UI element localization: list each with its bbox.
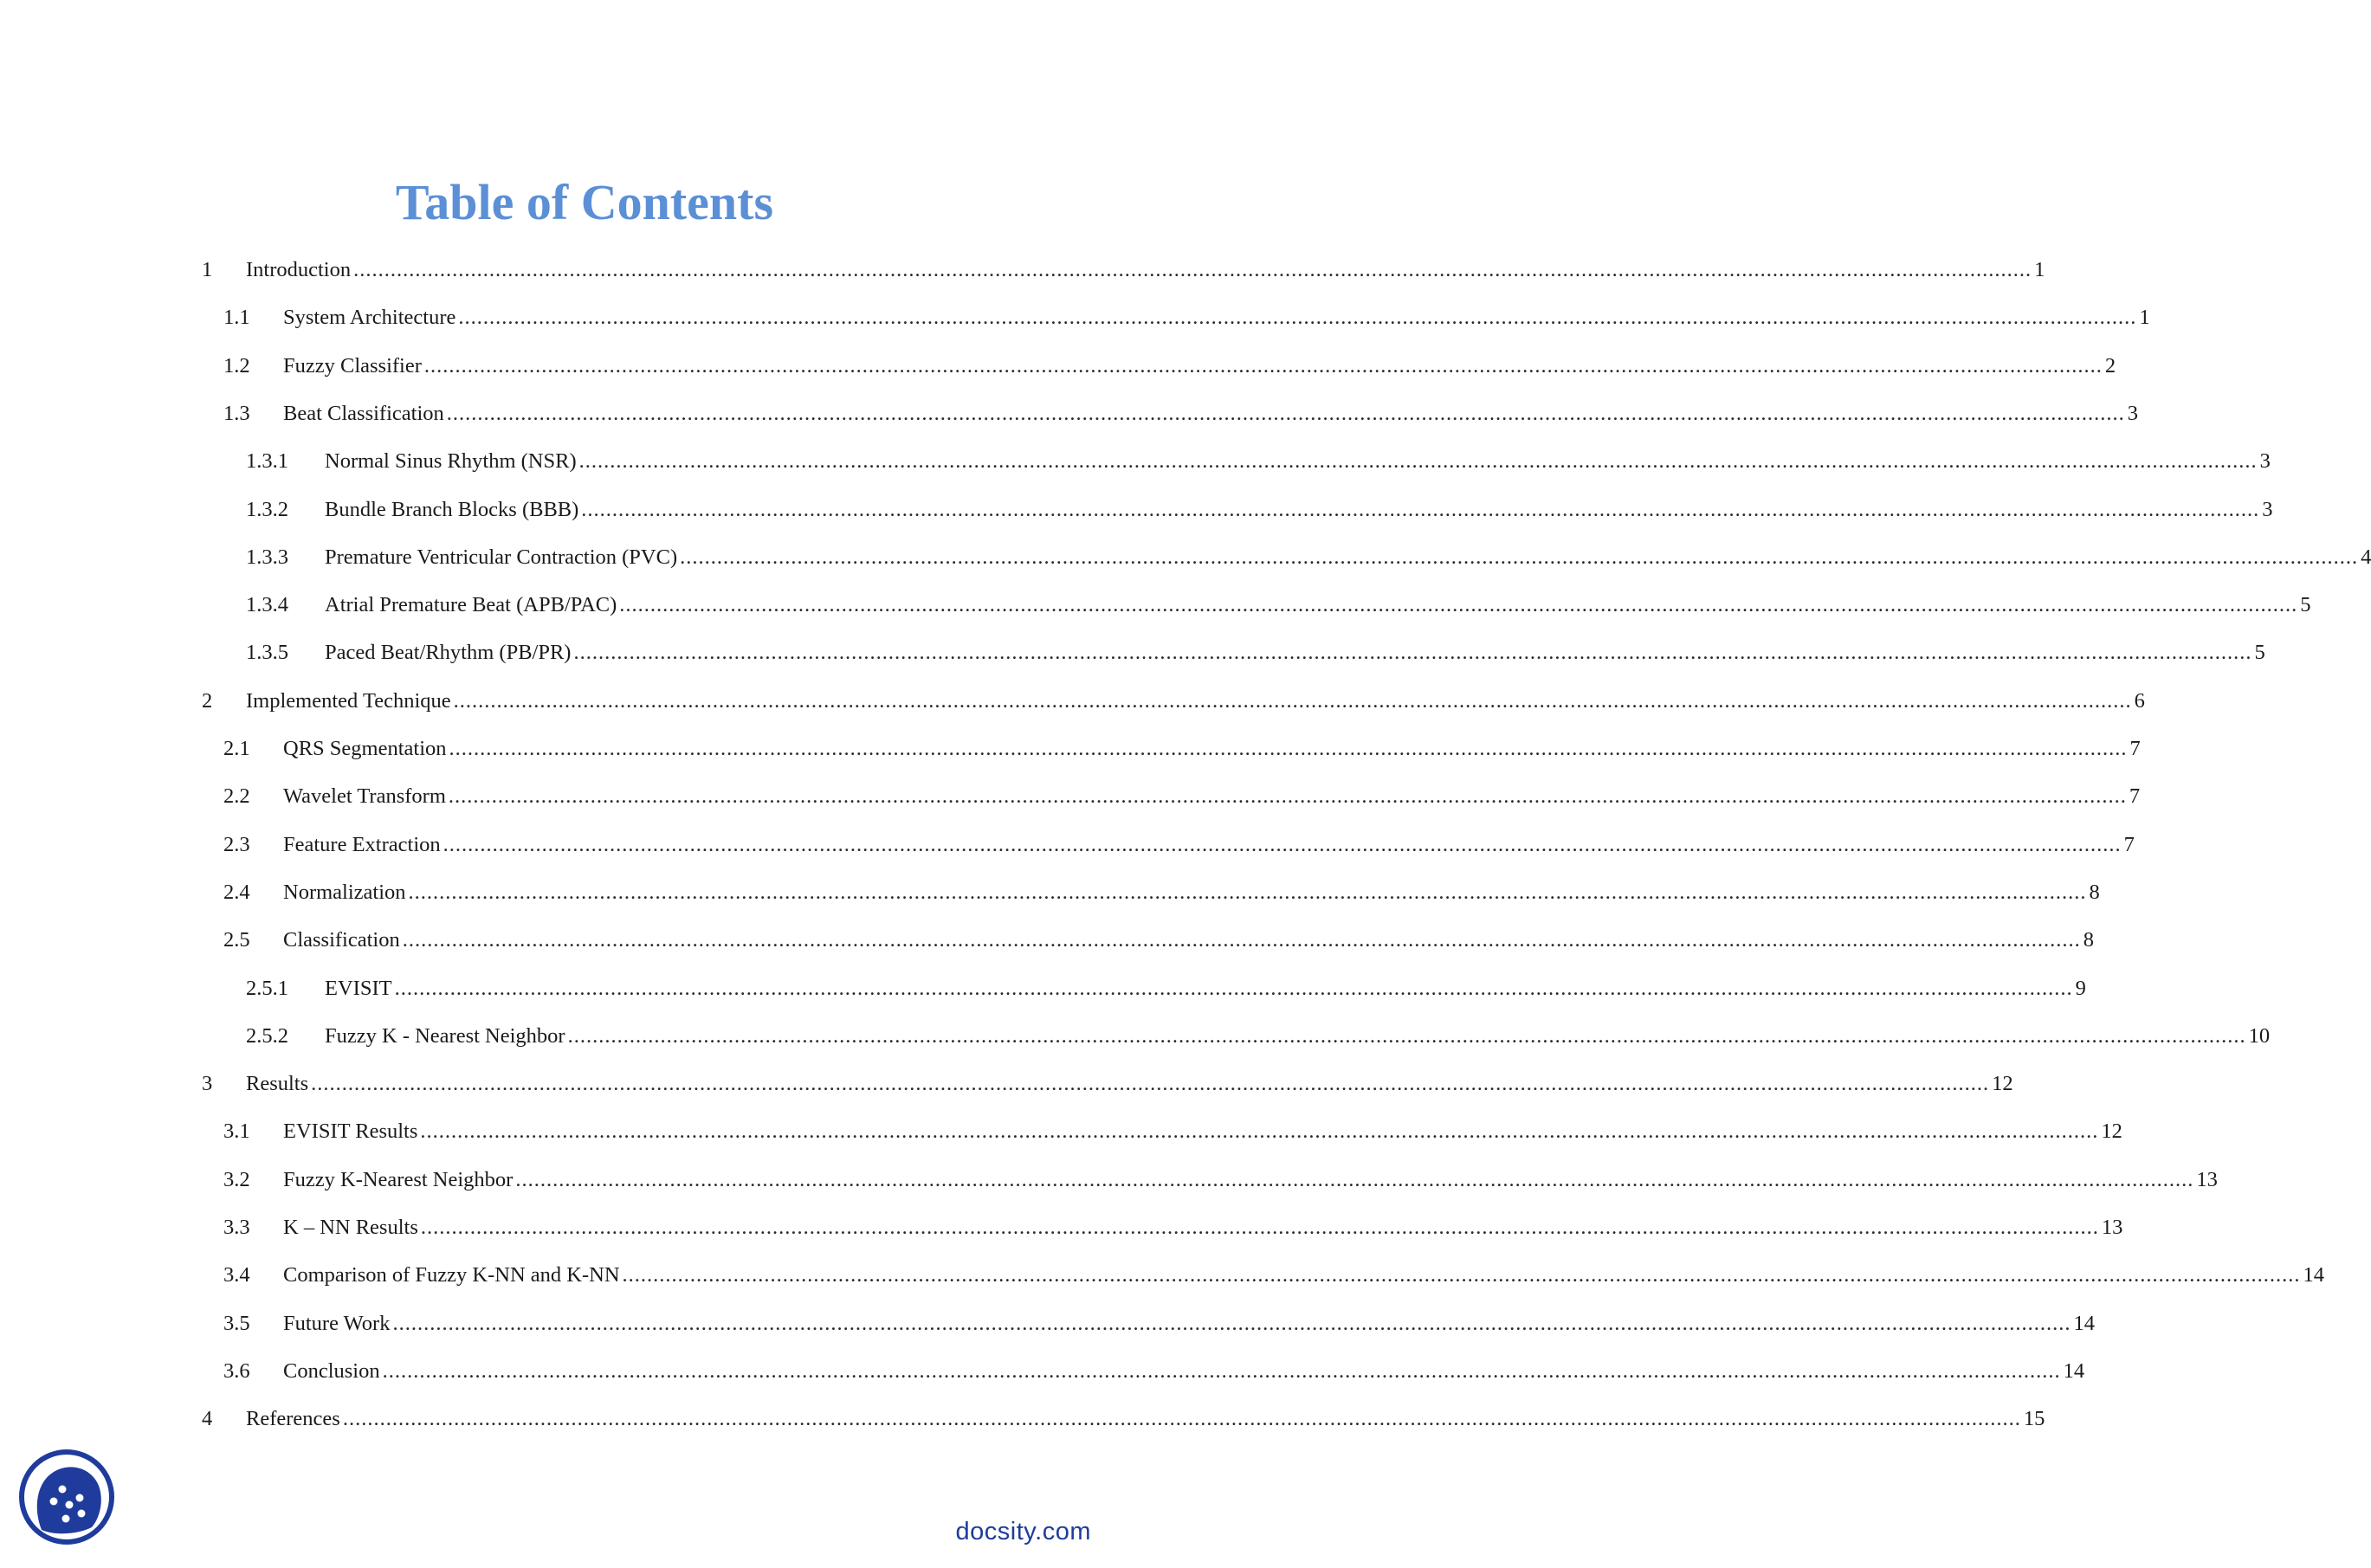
toc-entry-page: 14 [2063, 1358, 2085, 1383]
toc-entry-page: 13 [2101, 1216, 2123, 1239]
toc-leader-dots: ................................................................................................................................................................................................................................................................................ [458, 306, 2137, 330]
toc-leader-dots: ................................................................................................................................................................................................................................................................................ [680, 545, 2359, 569]
page-title: Table of Contents [395, 174, 774, 230]
toc-entry-page: 9 [2075, 976, 2086, 1000]
toc-entry-number: 2.5.1 [246, 976, 288, 1000]
toc-entry-label: Results [246, 1072, 309, 1096]
toc-entry-number: 1.3.4 [246, 593, 288, 617]
toc-entry-page: 1 [2139, 306, 2150, 330]
toc-entry-page: 6 [2134, 688, 2145, 713]
toc-leader-dots: ................................................................................................................................................................................................................................................................................ [449, 737, 2128, 760]
toc-entry-label: Future Work [283, 1311, 391, 1335]
toc-entry-label: QRS Segmentation [283, 737, 447, 760]
toc-entry-body [283, 398, 2138, 429]
toc-entry-number: 2.4 [223, 880, 250, 904]
toc-entry-number: 1.3.5 [246, 641, 288, 665]
toc-entry-page: 14 [2073, 1311, 2095, 1335]
toc-entry-number: 1.3.1 [246, 449, 288, 474]
toc-entry-page: 8 [2089, 880, 2100, 904]
toc-leader-dots: ................................................................................................................................................................................................................................................................................ [622, 1263, 2301, 1287]
toc-entry-page: 13 [2196, 1167, 2218, 1191]
docsity-logo-icon[interactable] [17, 1448, 117, 1547]
toc-entry-body [283, 1308, 2095, 1339]
toc-entry-page: 2 [2104, 353, 2116, 377]
toc-entry-body [283, 302, 2150, 333]
toc-entry-body [325, 973, 2086, 1004]
toc-entry-page: 14 [2303, 1263, 2325, 1287]
toc-entry-page: 3 [2127, 401, 2138, 425]
toc-entry-body [325, 446, 2271, 477]
toc-entry-number: 3.6 [223, 1358, 250, 1383]
toc-entry-label: Paced Beat/Rhythm (PB/PR) [325, 641, 572, 665]
toc-leader-dots: ................................................................................................................................................................................................................................................................................ [408, 880, 2087, 904]
toc-entry-page: 7 [2123, 832, 2135, 856]
toc-entry-number: 3 [202, 1072, 213, 1096]
toc-leader-dots: ................................................................................................................................................................................................................................................................................ [423, 353, 2103, 377]
toc-entry-page: 3 [2262, 497, 2273, 521]
toc-leader-dots: ................................................................................................................................................................................................................................................................................ [446, 401, 2125, 425]
toc-entry-body [325, 542, 2371, 573]
toc-entry-number: 2.2 [223, 784, 250, 809]
toc-entry-number: 2.3 [223, 832, 250, 856]
toc-entry-page: 1 [2034, 258, 2045, 281]
toc-entry-label: EVISIT Results [283, 1120, 418, 1144]
toc-entry-number: 1.2 [223, 353, 250, 377]
toc-leader-dots: ................................................................................................................................................................................................................................................................................ [402, 928, 2081, 952]
toc-entry-body [283, 733, 2141, 765]
toc-entry-number: 2.5 [223, 928, 250, 952]
toc-entry-page: 8 [2083, 928, 2094, 952]
toc-entry-body [283, 351, 2116, 382]
toc-entry-body [325, 590, 2311, 621]
toc-entry-body [283, 829, 2135, 861]
toc-entry-body [246, 1068, 2013, 1100]
toc-entry-number: 2.5.2 [246, 1023, 288, 1048]
toc-leader-dots: ................................................................................................................................................................................................................................................................................ [578, 449, 2258, 474]
toc-entry-number: 2.1 [223, 737, 250, 760]
toc-leader-dots: ................................................................................................................................................................................................................................................................................ [443, 832, 2122, 856]
toc-entry-body [283, 925, 2094, 956]
toc-entry-label: References [246, 1407, 340, 1431]
toc-leader-dots: ................................................................................................................................................................................................................................................................................ [382, 1358, 2061, 1383]
toc-entry-body [246, 686, 2145, 717]
toc-entry-page: 7 [2129, 737, 2141, 760]
toc-entry-number: 1 [202, 258, 213, 281]
toc-leader-dots: ................................................................................................................................................................................................................................................................................ [515, 1167, 2194, 1191]
toc-leader-dots: ................................................................................................................................................................................................................................................................................ [573, 641, 2252, 665]
toc-entry-number: 4 [202, 1407, 213, 1431]
toc-entry-page: 10 [2248, 1023, 2271, 1048]
toc-entry-label: Introduction [246, 258, 352, 281]
toc-leader-dots: ................................................................................................................................................................................................................................................................................ [353, 258, 2032, 281]
toc-entry-number: 3.1 [223, 1120, 250, 1144]
toc-entry-label: K – NN Results [283, 1216, 418, 1239]
toc-entry-label: Fuzzy Classifier [283, 353, 422, 377]
toc-leader-dots: ................................................................................................................................................................................................................................................................................ [581, 497, 2260, 521]
toc-entry-body [283, 1356, 2085, 1387]
toc-entry-label: Implemented Technique [246, 688, 451, 713]
toc-entry-body [325, 637, 2265, 668]
toc-entry-body [283, 1260, 2325, 1291]
toc-entry-number: 3.3 [223, 1216, 250, 1239]
toc-entry-body [325, 1021, 2271, 1052]
toc-entry-page: 7 [2129, 784, 2141, 809]
toc-entry-body [283, 781, 2141, 812]
toc-entry-page: 12 [2101, 1120, 2122, 1144]
toc-leader-dots: ................................................................................................................................................................................................................................................................................ [420, 1216, 2099, 1239]
toc-entry-label: EVISIT [325, 976, 392, 1000]
toc-entry-body [246, 1403, 2045, 1435]
toc-entry-label: Conclusion [283, 1358, 380, 1383]
toc-entry-page: 5 [2300, 593, 2311, 617]
toc-entry-number: 2 [202, 688, 213, 713]
toc-entry-body [246, 255, 2045, 286]
toc-entry-body [283, 877, 2100, 908]
toc-entry-label: Wavelet Transform [283, 784, 446, 809]
toc-entry-body [283, 1116, 2122, 1147]
toc-entry-label: Beat Classification [283, 401, 444, 425]
toc-entry-label: Classification [283, 928, 400, 952]
toc-leader-dots: ................................................................................................................................................................................................................................................................................ [394, 976, 2073, 1000]
toc-entry-label: Fuzzy K-Nearest Neighbor [283, 1167, 514, 1191]
toc-entry-label: Normalization [283, 880, 406, 904]
toc-entry-page: 3 [2259, 449, 2271, 474]
toc-leader-dots: ................................................................................................................................................................................................................................................................................ [448, 784, 2127, 809]
toc-entry-label: Premature Ventricular Contraction (PVC) [325, 545, 678, 569]
toc-leader-dots: ................................................................................................................................................................................................................................................................................ [567, 1023, 2246, 1048]
toc-leader-dots: ................................................................................................................................................................................................................................................................................ [420, 1120, 2099, 1144]
toc-entry-label: Feature Extraction [283, 832, 441, 856]
toc-entry-number: 1.3.3 [246, 545, 288, 569]
toc-entry-body [283, 1212, 2123, 1243]
toc-entry-number: 1.1 [223, 306, 250, 330]
docsity-brand-link[interactable]: docsity.com [955, 1518, 1091, 1545]
toc-entry-label: Comparison of Fuzzy K-NN and K-NN [283, 1263, 620, 1287]
toc-entry-number: 3.5 [223, 1311, 250, 1335]
toc-leader-dots: ................................................................................................................................................................................................................................................................................ [342, 1407, 2021, 1431]
toc-entry-number: 1.3 [223, 401, 250, 425]
toc-entry-number: 3.4 [223, 1263, 250, 1287]
toc-entry-label: System Architecture [283, 306, 456, 330]
toc-leader-dots: ................................................................................................................................................................................................................................................................................ [453, 688, 2132, 713]
toc-entry-label: Bundle Branch Blocks (BBB) [325, 497, 579, 521]
toc-leader-dots: ................................................................................................................................................................................................................................................................................ [619, 593, 2298, 617]
toc-entry-page: 5 [2254, 641, 2265, 665]
toc-entry-number: 1.3.2 [246, 497, 288, 521]
toc-leader-dots: ................................................................................................................................................................................................................................................................................ [392, 1311, 2071, 1335]
toc-leader-dots: ................................................................................................................................................................................................................................................................................ [311, 1072, 1990, 1096]
toc-entry-label: Normal Sinus Rhythm (NSR) [325, 449, 577, 474]
toc-entry-body [283, 1165, 2218, 1196]
toc-entry-number: 3.2 [223, 1167, 250, 1191]
toc-entry-page: 12 [1992, 1072, 2013, 1096]
toc-entry-body [325, 494, 2273, 526]
toc-entry-label: Atrial Premature Beat (APB/PAC) [325, 593, 617, 617]
toc-entry-label: Fuzzy K - Nearest Neighbor [325, 1023, 565, 1048]
toc-entry-page: 15 [2023, 1407, 2045, 1431]
toc-entry-page: 4 [2361, 545, 2371, 569]
